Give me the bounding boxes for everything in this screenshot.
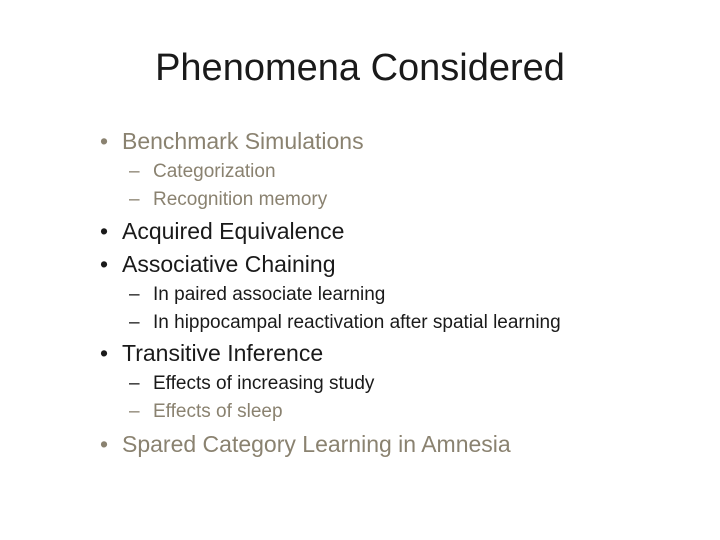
subitem-paired-associate-learning (129, 282, 385, 308)
subitem-hippocampal-reactivation (129, 310, 561, 336)
subitem-label: Categorization (153, 161, 276, 182)
subitem-recognition-memory (129, 187, 327, 213)
dash-icon: – (129, 284, 140, 305)
bullet-label: Transitive Inference (122, 340, 324, 366)
bullet-dot-icon: • (100, 340, 109, 366)
bullet-item-acquired-equivalence (100, 216, 344, 246)
dash-icon: – (129, 161, 140, 182)
subitem-label: Recognition memory (153, 189, 328, 210)
subitem-label: Effects of sleep (153, 401, 283, 422)
subitem-label: In hippocampal reactivation after spatial learning (153, 312, 561, 333)
dash-icon: – (129, 189, 140, 210)
bullet-dot-icon: • (100, 218, 109, 244)
subitem-effects-of-increasing-study (129, 371, 374, 397)
bullet-item-spared-category-learning (100, 429, 511, 459)
bullet-dot-icon: • (100, 431, 109, 457)
subitem-effects-of-sleep (129, 399, 283, 425)
dash-icon: – (129, 373, 140, 394)
bullet-label: Acquired Equivalence (122, 218, 345, 244)
dash-icon: – (129, 312, 140, 333)
bullet-item-transitive-inference (100, 338, 323, 368)
bullet-dot-icon: • (100, 128, 109, 154)
slide-title: Phenomena Considered (155, 47, 565, 89)
subitem-label: Effects of increasing study (153, 373, 375, 394)
bullet-label: Benchmark Simulations (122, 128, 364, 154)
subitem-categorization (129, 159, 276, 185)
bullet-dot-icon: • (100, 251, 109, 277)
bullet-item-associative-chaining (100, 249, 336, 279)
bullet-label: Associative Chaining (122, 251, 336, 277)
bullet-label: Spared Category Learning in Amnesia (122, 431, 511, 457)
dash-icon: – (129, 401, 140, 422)
bullet-item-benchmark-simulations (100, 126, 364, 156)
subitem-label: In paired associate learning (153, 284, 386, 305)
